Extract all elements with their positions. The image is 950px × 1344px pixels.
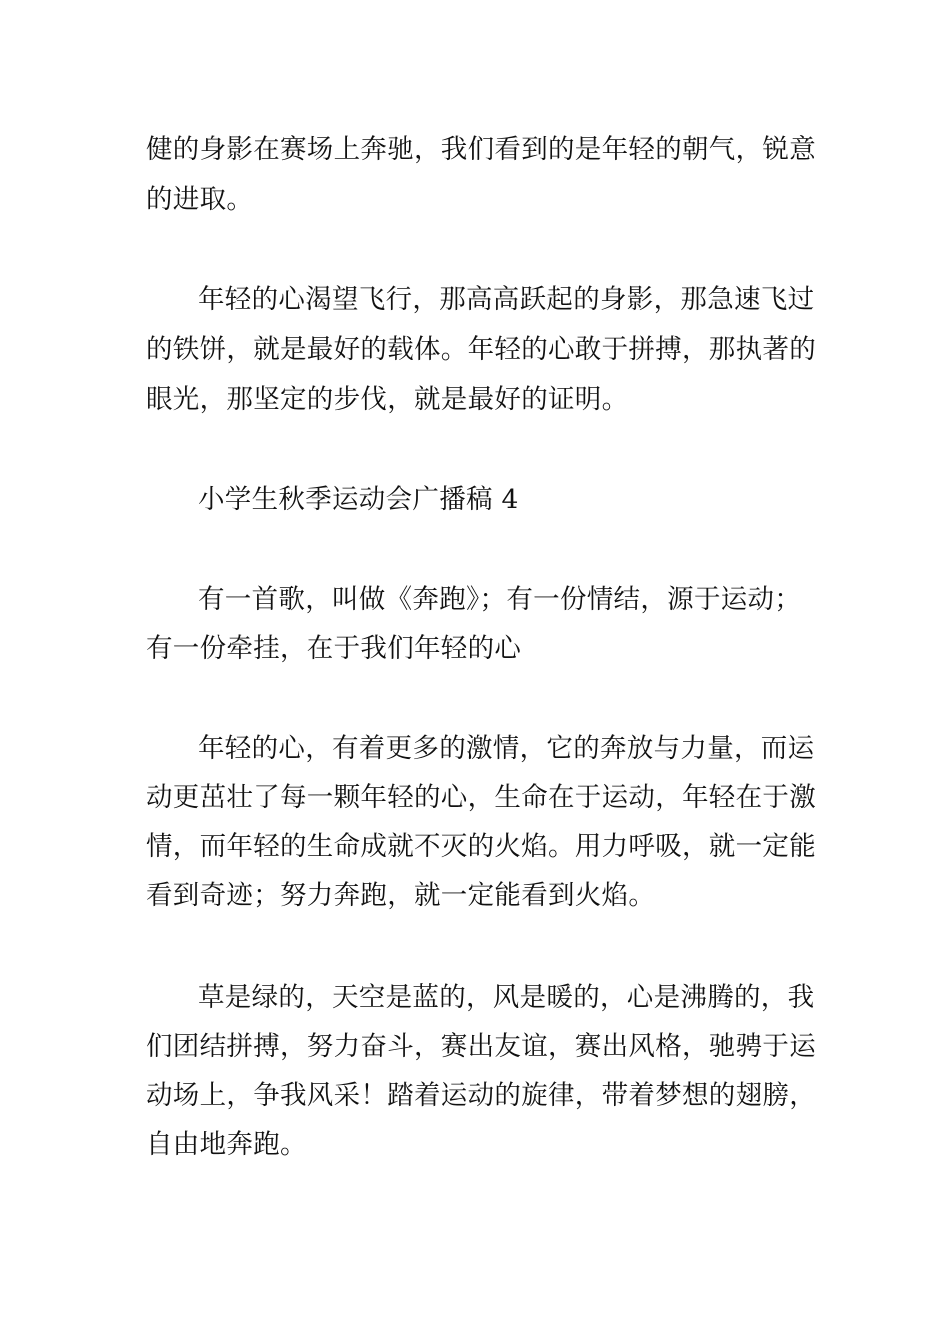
paragraph-line: 们团结拼搏，努力奋斗，赛出友谊，赛出风格，驰骋于运	[146, 1031, 816, 1062]
paragraph-line: 有一份牵挂，在于我们年轻的心	[146, 633, 522, 664]
paragraph-line: 的进取。	[146, 184, 254, 215]
paragraph-line: 有一首歌，叫做《奔跑》；有一份情结，源于运动；	[198, 584, 802, 615]
paragraph-line: 的铁饼，就是最好的载体。年轻的心敢于拼搏，那执著的	[146, 334, 816, 365]
paragraph-line: 草是绿的，天空是蓝的，风是暖的，心是沸腾的，我	[198, 982, 815, 1013]
paragraph-line: 动场上，争我风采！踏着运动的旋律，带着梦想的翅膀，	[146, 1080, 816, 1111]
paragraph-line: 情，而年轻的生命成就不灭的火焰。用力呼吸，就一定能	[146, 831, 816, 862]
paragraph-line: 健的身影在赛场上奔驰，我们看到的是年轻的朝气，锐意	[146, 134, 816, 165]
paragraph-line: 年轻的心渴望飞行，那高高跃起的身影，那急速飞过	[198, 284, 815, 315]
section-heading: 小学生秋季运动会广播稿 4	[198, 484, 519, 515]
paragraph-line: 看到奇迹；努力奔跑，就一定能看到火焰。	[146, 880, 656, 911]
paragraph-line: 眼光，那坚定的步伐，就是最好的证明。	[146, 384, 629, 415]
paragraph-line: 动更茁壮了每一颗年轻的心，生命在于运动，年轻在于激	[146, 782, 816, 813]
paragraph-line: 年轻的心，有着更多的激情，它的奔放与力量，而运	[198, 733, 815, 764]
paragraph-line: 自由地奔跑。	[146, 1129, 307, 1160]
